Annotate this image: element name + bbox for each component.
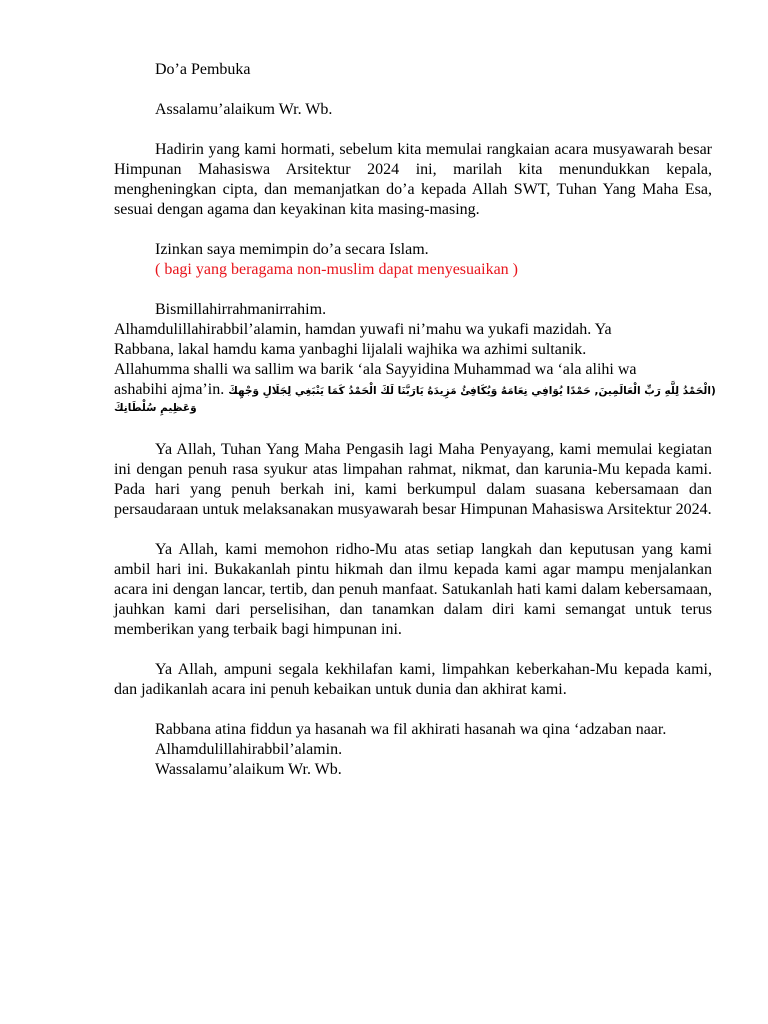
document-title: Do’a Pembuka xyxy=(155,61,251,78)
opening-prayer-line: Allahumma shalli wa sallim wa barik ‘ala Sayyidina Muhammad wa ‘ala alihi wa xyxy=(114,361,637,378)
opening-prayer-line: Alhamdulillahirabbil’alamin, hamdan yuwafi ni’mahu wa yukafi mazidah. Ya xyxy=(114,321,612,338)
opening-prayer-text: ashabihi ajma’in. xyxy=(114,381,225,398)
closing-hamdalah: Alhamdulillahirabbil’alamin. xyxy=(155,741,343,758)
arabic-prayer-text: (الْحَمْدُ لِلَّهِ رَبِّ الْعَالَمِينَ, حَمْدًا يُوَافِي نِعَامَهُ وَيُكَافِئُ مَزِيدَهُ يَارَبَّنَا لَكَ الْحَمْدُ كَمَا يَنْبَغِي لِجَلَالِ وَجْهِكَ xyxy=(228,385,716,397)
opening-greeting: Assalamu’alaikum Wr. Wb. xyxy=(155,101,333,118)
basmalah-line: Bismillahirrahmanirrahim. xyxy=(155,301,327,318)
body-paragraph: Ya Allah, Tuhan Yang Maha Pengasih lagi Maha Penyayang, kami memulai kegiatan ini dengan penuh rasa syukur atas limpahan rahmat, nikmat, dan karunia-Mu kepada kami. Pada hari yang penuh berkah ini, kami berkumpul dalam suasana kebersamaan dan persaudaraan untuk melaksanakan musyawarah besar Himpunan Mahasiswa Arsitektur 2024. xyxy=(114,441,712,518)
opening-prayer-line: Rabbana, lakal hamdu kama yanbaghi lijalali wajhika wa azhimi sultanik. xyxy=(114,341,587,358)
intro-paragraph: Hadirin yang kami hormati, sebelum kita memulai rangkaian acara musyawarah besar Himpunan Mahasiswa Arsitektur 2024 ini, marilah kita menundukkan kepala, mengheningkan cipta, dan memanjatkan do’a kepada Allah SWT, Tuhan Yang Maha Esa, sesuai dengan agama dan keyakinan kita masing-masing. xyxy=(114,141,712,218)
closing-prayer: Rabbana atina fiddun ya hasanah wa fil akhirati hasanah wa qina ‘adzaban naar. xyxy=(155,721,667,738)
arabic-prayer-text-2: وَعَظِيمِ سُلْطَانِكَ xyxy=(114,402,197,414)
non-muslim-note: ( bagi yang beragama non-muslim dapat menyesuaikan ) xyxy=(155,261,518,278)
arabic-prayer-continuation xyxy=(114,400,712,416)
closing-greeting: Wassalamu’alaikum Wr. Wb. xyxy=(155,761,342,778)
opening-prayer-line-with-arabic xyxy=(114,380,716,400)
body-paragraph: Ya Allah, kami memohon ridho-Mu atas setiap langkah dan keputusan yang kami ambil hari ini. Bukakanlah pintu hikmah dan ilmu kepada kami agar mampu menjalankan acara ini dengan lancar, tertib, dan penuh manfaat. Satukanlah hati kami dalam kebersamaan, jauhkan kami dari perselisihan, dan tanamkan dalam diri kami semangat untuk terus memberikan yang terbaik bagi himpunan ini. xyxy=(114,541,712,638)
lead-prayer-line: Izinkan saya memimpin do’a secara Islam. xyxy=(155,241,429,258)
body-paragraph: Ya Allah, ampuni segala kekhilafan kami, limpahkan keberkahan-Mu kepada kami, dan jadikanlah acara ini penuh kebaikan untuk dunia dan akhirat kami. xyxy=(114,661,712,698)
